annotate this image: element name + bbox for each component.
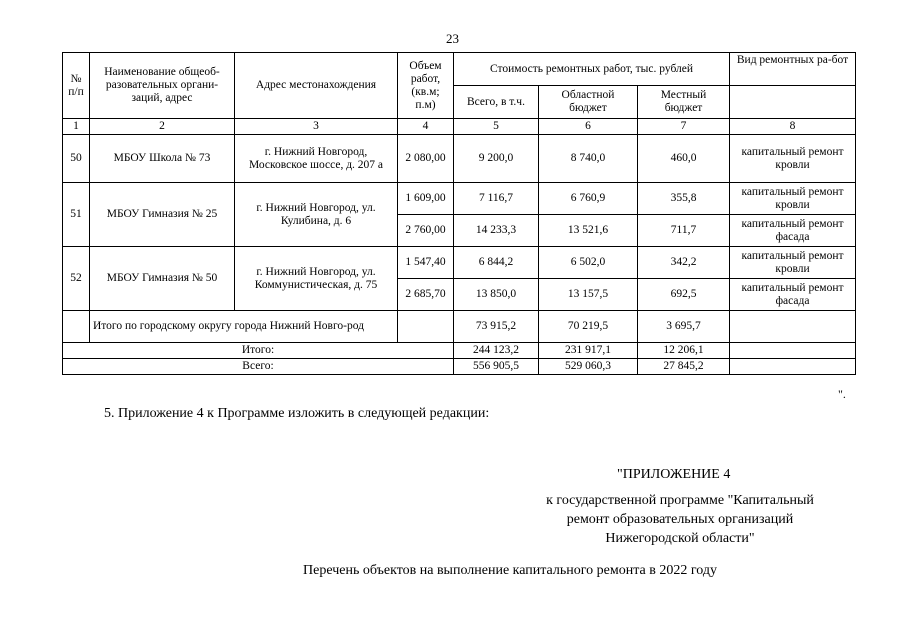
header-local: Местный бюджет: [638, 86, 730, 119]
itogo-regional: 231 917,1: [539, 343, 638, 359]
col-number: 8: [730, 119, 856, 135]
header-type-blank: [730, 86, 856, 119]
vsego-regional: 529 060,3: [539, 359, 638, 375]
header-cost-group: Стоимость ремонтных работ, тыс. рублей: [454, 53, 730, 86]
column-number-row: [63, 119, 856, 135]
blank-cell: [63, 311, 90, 343]
closing-quote: ".: [838, 387, 846, 401]
row-num: 51: [63, 183, 90, 247]
subtotal-city-regional: 70 219,5: [539, 311, 638, 343]
list-title: Перечень объектов на выполнение капитального ремонта в 2022 году: [303, 563, 717, 578]
subtotal-city-row: [63, 311, 856, 343]
row-total: 7 116,7: [454, 183, 539, 215]
row-local: 692,5: [638, 279, 730, 311]
row-num: 50: [63, 135, 90, 183]
row-volume: 2 760,00: [398, 215, 454, 247]
row-volume: 2 685,70: [398, 279, 454, 311]
row-num: 52: [63, 247, 90, 311]
row-total: 6 844,2: [454, 247, 539, 279]
row-type: капитальный ремонт кровли: [730, 183, 856, 215]
row-volume: 2 080,00: [398, 135, 454, 183]
header-address: Адрес местонахождения: [235, 53, 398, 119]
subtotal-city-label: Итого по городскому округу города Нижний Новго-род: [90, 311, 398, 343]
itogo-total: 244 123,2: [454, 343, 539, 359]
row-type: капитальный ремонт фасада: [730, 215, 856, 247]
header-volume: Объем работ, (кв.м; п.м): [398, 53, 454, 119]
blank-cell: [730, 311, 856, 343]
header-name: Наименование общеоб-разовательных органи-заций, адрес: [90, 53, 235, 119]
row-address: г. Нижний Новгород, ул. Коммунистическая, д. 75: [235, 247, 398, 311]
appendix-title: "ПРИЛОЖЕНИЕ 4: [617, 467, 731, 482]
row-regional: 13 157,5: [539, 279, 638, 311]
row-type: капитальный ремонт кровли: [730, 135, 856, 183]
page-number: 23: [446, 31, 459, 46]
row-local: 460,0: [638, 135, 730, 183]
row-address: г. Нижний Новгород, ул. Кулибина, д. 6: [235, 183, 398, 247]
table-row: [63, 183, 856, 215]
row-total: 14 233,3: [454, 215, 539, 247]
repair-objects-table: [62, 52, 856, 375]
subtotal-city-total: 73 915,2: [454, 311, 539, 343]
row-name: МБОУ Школа № 73: [90, 135, 235, 183]
row-total: 9 200,0: [454, 135, 539, 183]
vsego-row: [63, 359, 856, 375]
row-local: 711,7: [638, 215, 730, 247]
col-number: 1: [63, 119, 90, 135]
row-regional: 6 502,0: [539, 247, 638, 279]
row-address: г. Нижний Новгород, Московское шоссе, д. 207 а: [235, 135, 398, 183]
row-regional: 6 760,9: [539, 183, 638, 215]
col-number: 5: [454, 119, 539, 135]
row-type: капитальный ремонт фасада: [730, 279, 856, 311]
itogo-label: Итого:: [63, 343, 454, 359]
col-number: 3: [235, 119, 398, 135]
header-num: № п/п: [63, 53, 90, 119]
row-total: 13 850,0: [454, 279, 539, 311]
blank-cell: [730, 359, 856, 375]
row-name: МБОУ Гимназия № 25: [90, 183, 235, 247]
appendix-subtitle-line: к государственной программе "Капитальный: [546, 493, 814, 508]
itogo-row: [63, 343, 856, 359]
row-local: 355,8: [638, 183, 730, 215]
amendment-paragraph: 5. Приложение 4 к Программе изложить в следующей редакции:: [104, 406, 490, 421]
header-total: Всего, в т.ч.: [454, 86, 539, 119]
row-volume: 1 609,00: [398, 183, 454, 215]
col-number: 2: [90, 119, 235, 135]
vsego-local: 27 845,2: [638, 359, 730, 375]
vsego-label: Всего:: [63, 359, 454, 375]
row-volume: 1 547,40: [398, 247, 454, 279]
blank-cell: [398, 311, 454, 343]
appendix-subtitle-line: Нижегородской области": [605, 531, 755, 546]
blank-cell: [730, 343, 856, 359]
col-number: 7: [638, 119, 730, 135]
appendix-subtitle: [520, 491, 840, 548]
col-number: 6: [539, 119, 638, 135]
itogo-local: 12 206,1: [638, 343, 730, 359]
row-regional: 8 740,0: [539, 135, 638, 183]
appendix-subtitle-line: ремонт образовательных организаций: [566, 512, 794, 527]
table-row: [63, 135, 856, 183]
row-type: капитальный ремонт кровли: [730, 247, 856, 279]
row-local: 342,2: [638, 247, 730, 279]
table-row: [63, 247, 856, 279]
header-type: Вид ремонтных ра-бот: [730, 53, 856, 86]
header-regional: Областной бюджет: [539, 86, 638, 119]
vsego-total: 556 905,5: [454, 359, 539, 375]
subtotal-city-local: 3 695,7: [638, 311, 730, 343]
row-regional: 13 521,6: [539, 215, 638, 247]
col-number: 4: [398, 119, 454, 135]
row-name: МБОУ Гимназия № 50: [90, 247, 235, 311]
